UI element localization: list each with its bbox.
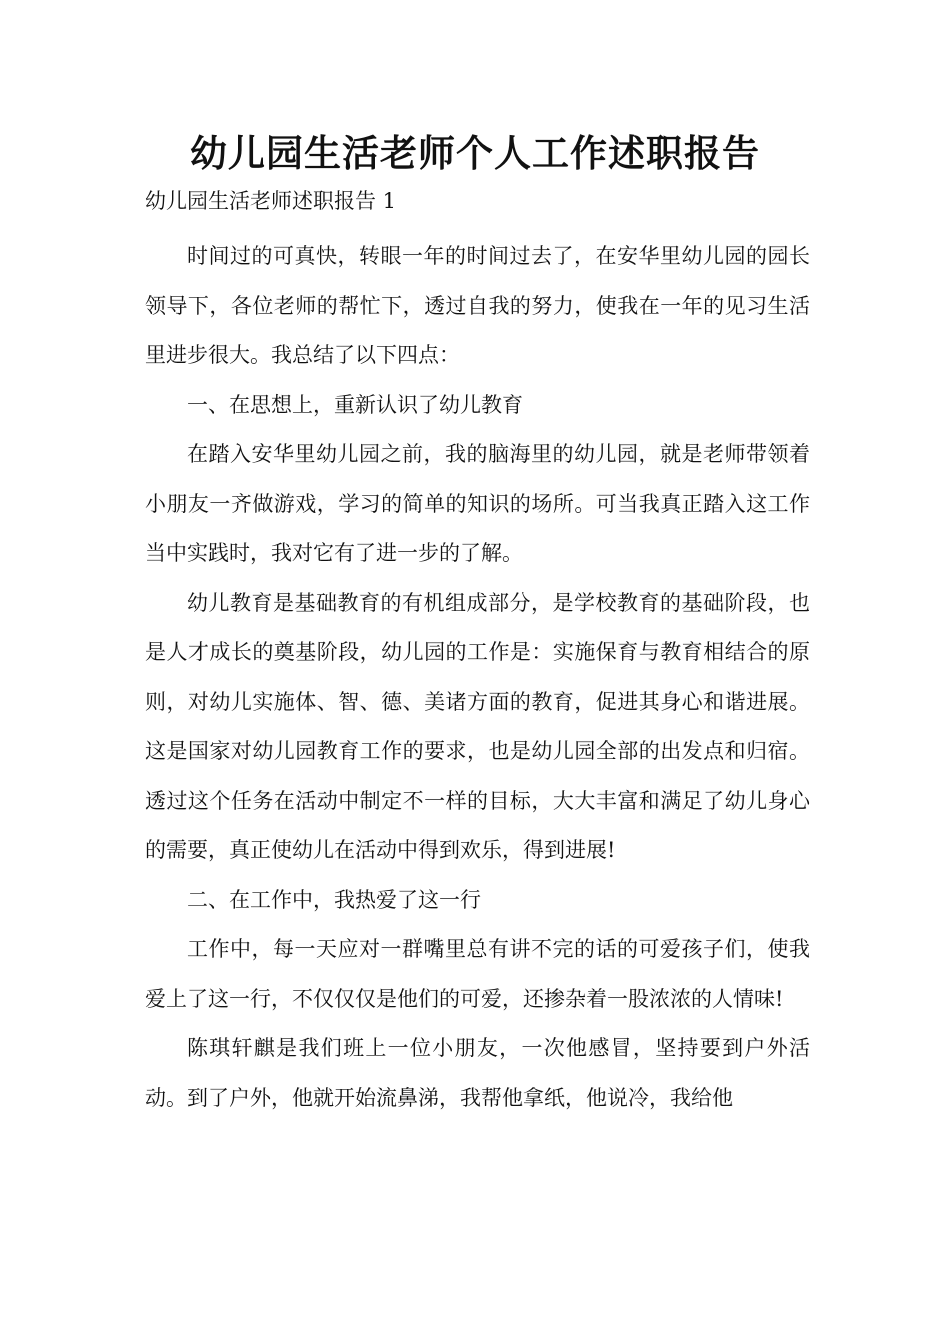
paragraph: 时间过的可真快，转眼一年的时间过去了，在安华里幼儿园的园长领导下，各位老师的帮忙下，透过自我的努力，使我在一年的见习生活里进步很大。我总结了以下四点： [145, 244, 810, 367]
document-body [145, 232, 810, 1123]
section-heading: 一、在思想上，重新认识了幼儿教育 [187, 392, 523, 417]
paragraph: 幼儿教育是基础教育的有机组成部分，是学校教育的基础阶段，也是人才成长的奠基阶段，幼儿园的工作是：实施保育与教育相结合的原则，对幼儿实施体、智、德、美诸方面的教育，促进其身心和谐进展。这是国家对幼儿园教育工作的要求，也是幼儿园全部的出发点和归宿。透过这个任务在活动中制定不一样的目标，大大丰富和满足了幼儿身心的需要，真正使幼儿在活动中得到欢乐，得到进展! [145, 590, 810, 862]
paragraph: 工作中，每一天应对一群嘴里总有讲不完的话的可爱孩子们，使我爱上了这一行，不仅仅仅是他们的可爱，还掺杂着一股浓浓的人情味! [145, 937, 810, 1011]
section-heading: 二、在工作中，我热爱了这一行 [187, 887, 481, 912]
paragraph: 陈琪轩麒是我们班上一位小朋友，一次他感冒，坚持要到户外活动。到了户外，他就开始流鼻涕，我帮他拿纸，他说冷，我给他 [145, 1036, 810, 1110]
document-subtitle: 幼儿园生活老师述职报告 1 [145, 189, 397, 213]
paragraph: 在踏入安华里幼儿园之前，我的脑海里的幼儿园，就是老师带领着小朋友一齐做游戏，学习的简单的知识的场所。可当我真正踏入这工作当中实践时，我对它有了进一步的了解。 [145, 442, 810, 565]
document-title: 幼儿园生活老师个人工作述职报告 [190, 131, 760, 175]
